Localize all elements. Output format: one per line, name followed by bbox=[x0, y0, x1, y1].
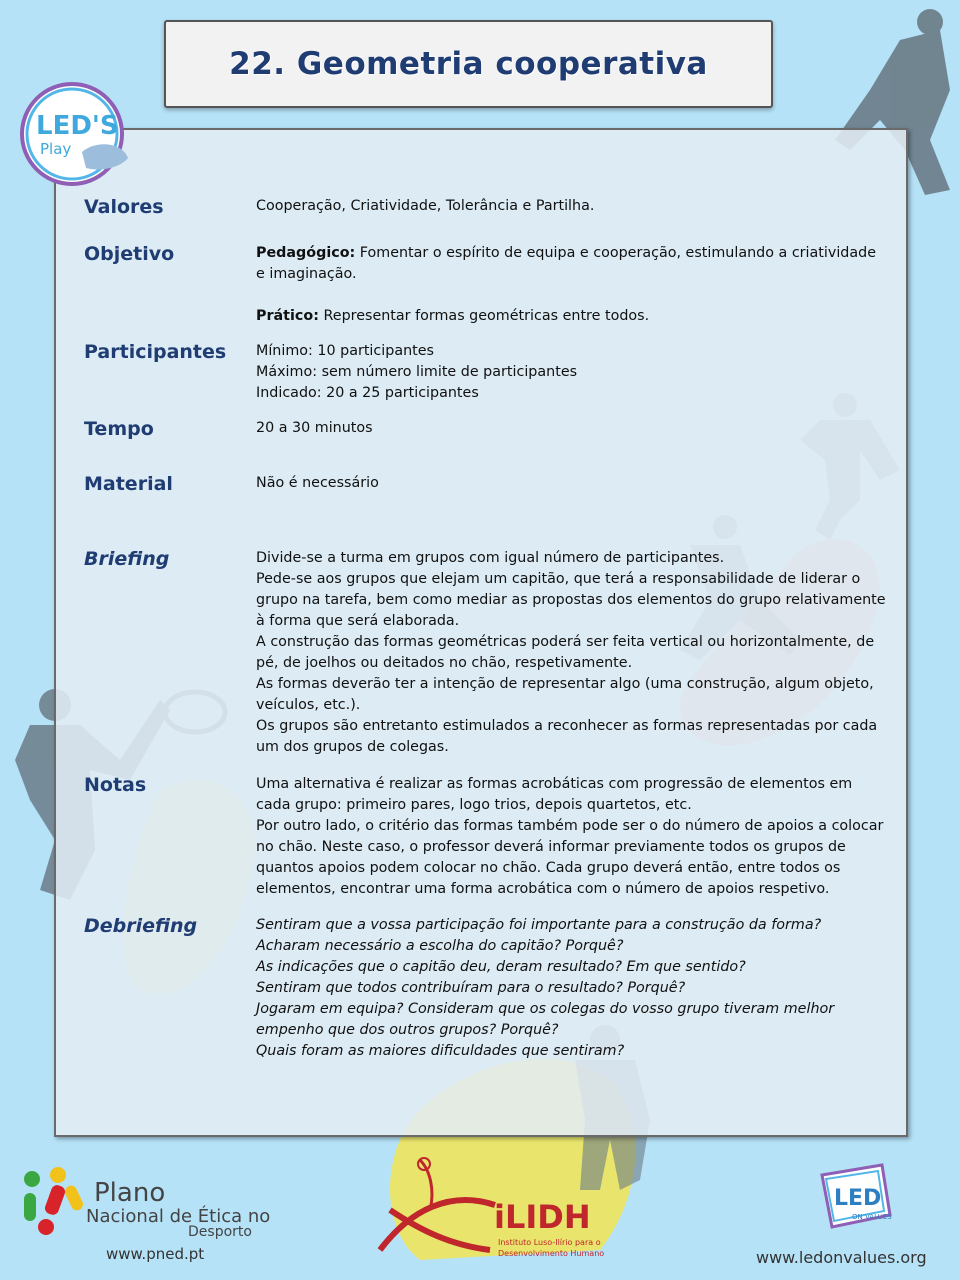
briefing-text: Divide-se a turma em grupos com igual número de participantes. Pede-se aos grupos que elejam um capitão, que terá a responsabilidade de liderar o grupo na tarefa, bem como mediar as propostas dos elementos do grupo relativamente à forma que será elaborada. A construção das formas geométricas poderá ser feita vertical ou horizontalmente, de pé, de joelhos ou deitados no chão, respetivamente. As formas deverão ter a intenção de representar algo (uma construção, algum objeto, veículos, etc.). Os grupos são entretanto estimulados a reconhecer as formas representadas por cada um dos grupos de colegas. bbox=[256, 550, 886, 755]
pedagogico-label: Pedagógico: bbox=[256, 245, 356, 261]
tempo-text: 20 a 30 minutos bbox=[256, 420, 373, 436]
pned-sub1: Nacional de Ética no bbox=[86, 1206, 271, 1227]
pned-sub2: Desporto bbox=[188, 1224, 252, 1240]
pedagogico-text: Fomentar o espírito de equipa e cooperação, estimulando a criatividade e imaginação. bbox=[256, 245, 877, 282]
pned-title: Plano bbox=[94, 1178, 166, 1208]
ilidh-logo-icon bbox=[370, 1150, 500, 1265]
ilidh-sub2: Desenvolvimento Humano bbox=[498, 1249, 605, 1258]
pratico-text: Representar formas geométricas entre todos. bbox=[318, 308, 650, 324]
leds-play-logo bbox=[16, 80, 132, 188]
valores-text: Cooperação, Criatividade, Tolerância e Partilha. bbox=[256, 198, 595, 214]
page-title: 22. Geometria cooperativa bbox=[229, 46, 708, 82]
label-participantes: Participantes bbox=[84, 341, 227, 363]
label-material: Material bbox=[84, 473, 173, 495]
leds-logo-text: LED'S bbox=[36, 111, 119, 141]
pned-logo-icon bbox=[18, 1165, 88, 1245]
objetivo-text bbox=[256, 243, 888, 327]
label-briefing: Briefing bbox=[84, 548, 170, 570]
participantes-text: Mínimo: 10 participantes Máximo: sem número limite de participantes Indicado: 20 a 25 participantes bbox=[256, 343, 578, 401]
leds-logo-sub: Play bbox=[40, 140, 72, 158]
svg-text:ON VALUES: ON VALUES bbox=[852, 1213, 892, 1221]
material-text: Não é necessário bbox=[256, 475, 379, 491]
led-url: www.ledonvalues.org bbox=[756, 1248, 927, 1267]
label-valores: Valores bbox=[84, 196, 164, 218]
label-debriefing: Debriefing bbox=[84, 915, 198, 937]
ilidh-sub1: Instituto Luso-Ilírio para o bbox=[498, 1238, 601, 1247]
debriefing-text: Sentiram que a vossa participação foi importante para a construção da forma? Acharam necessário a escolha do capitão? Porquê? As indicações que o capitão deu, deram resultado? Em que sentido? Sentiram que todos contribuíram para o resultado? Porquê? Jogaram em equipa? Consideram que os colegas do vosso grupo tiveram melhor empenho que dos outros grupos? Porquê? Quais foram as maiores dificuldades que sentiram? bbox=[256, 917, 835, 1059]
led-on-values-logo bbox=[812, 1155, 896, 1235]
notas-text: Uma alternativa é realizar as formas acrobáticas com progressão de elementos em cada grupo: primeiro pares, logo trios, depois quartetos, etc. Por outro lado, o critério das formas também pode ser o do número de apoios a colocar no chão. Neste caso, o professor deverá informar previamente todos os grupos de quantos apoios podem colocar no chão. Cada grupo deverá então, entre todos os elementos, encontrar uma forma acrobática com o número de apoios respetivo. bbox=[256, 776, 884, 897]
label-notas: Notas bbox=[84, 774, 147, 796]
pratico-label: Prático: bbox=[256, 308, 319, 324]
label-objetivo: Objetivo bbox=[84, 243, 175, 265]
svg-text:LED: LED bbox=[834, 1186, 882, 1211]
pned-url: www.pned.pt bbox=[106, 1245, 205, 1263]
title-box bbox=[164, 20, 773, 108]
ilidh-name: iLIDH bbox=[494, 1198, 591, 1236]
label-tempo: Tempo bbox=[84, 418, 154, 440]
